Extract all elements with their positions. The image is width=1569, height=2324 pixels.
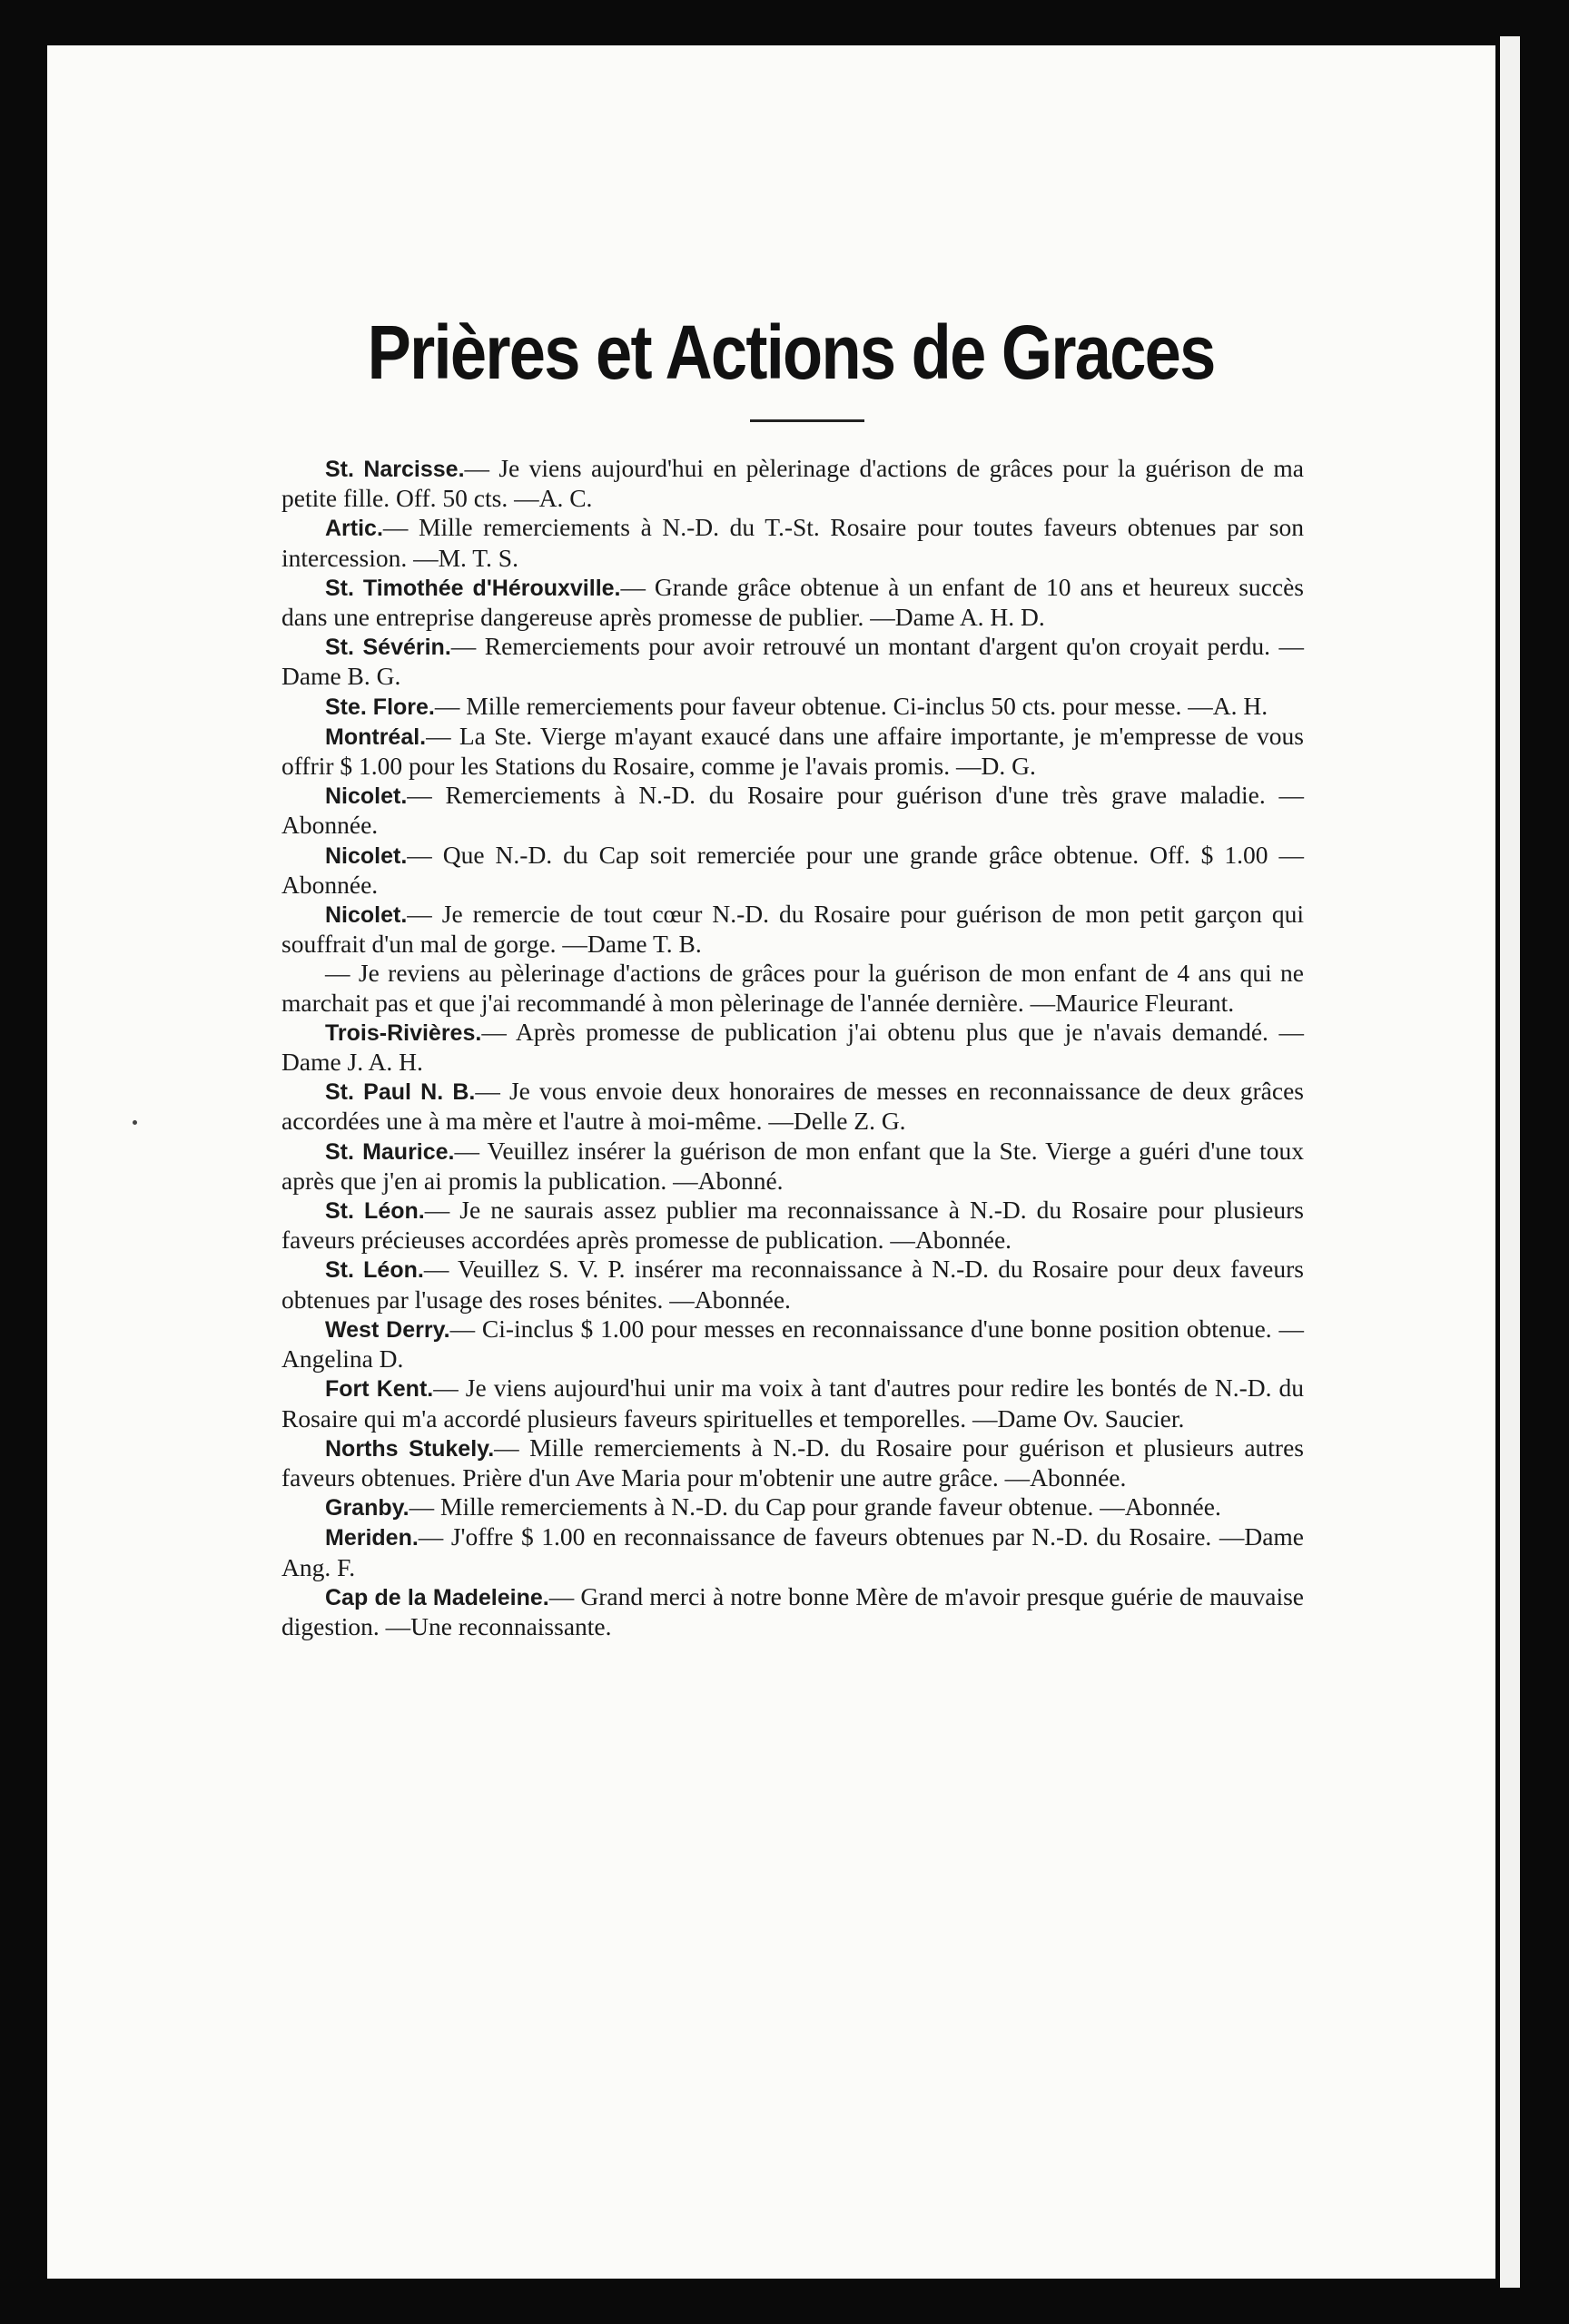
page-title: Prières et Actions de Graces bbox=[367, 310, 1215, 395]
entry-text: — Veuillez insérer la guérison de mon enfant que la Ste. Vierge a guéri d'une toux après que j'en ai promis la publication. —Abonné. bbox=[281, 1136, 1304, 1195]
entry-place: Artic. bbox=[325, 516, 383, 542]
entry-place: West Derry. bbox=[325, 1316, 450, 1343]
entry bbox=[281, 513, 1304, 572]
entry-place: Nicolet. bbox=[325, 783, 408, 810]
entry-text: — Je ne saurais assez publier ma reconnaissance à N.-D. du Rosaire pour plusieurs faveurs précieuses accordées après promesse de publication. —Abonnée. bbox=[281, 1196, 1305, 1255]
entry-text: — Je viens aujourd'hui unir ma voix à tant d'autres pour redire les bontés de N.-D. du Rosaire qui m'a accordé plusieurs faveurs spirituelles et temporelles. —Dame Ov. Saucier. bbox=[281, 1374, 1304, 1433]
entry-place: Nicolet. bbox=[325, 902, 408, 929]
entry bbox=[281, 1137, 1304, 1196]
entry-text: — Mille remerciements à N.-D. du Rosaire pour guérison et plusieurs autres faveurs obtenues. Prière d'un Ave Maria pour m'obtenir une autre grâce. —Abonnée. bbox=[281, 1433, 1304, 1492]
entry-text: — J'offre $ 1.00 en reconnaissance de faveurs obtenues par N.-D. du Rosaire. —Dame Ang. F. bbox=[281, 1522, 1304, 1581]
entry-text: — Mille remerciements pour faveur obtenue. Ci-inclus 50 cts. pour messe. —A. H. bbox=[434, 691, 1268, 720]
speck bbox=[133, 1120, 137, 1125]
entry bbox=[281, 841, 1304, 900]
entry-text: — Mille remerciements à N.-D. du Cap pour grande faveur obtenue. —Abonnée. bbox=[409, 1492, 1221, 1521]
entry-text: — Je remercie de tout cœur N.-D. du Rosaire pour guérison de mon petit garçon qui souffrait d'un mal de gorge. —Dame T. B. bbox=[281, 900, 1304, 959]
entry-text: — Que N.-D. du Cap soit remerciée pour une grande grâce obtenue. Off. $ 1.00 —Abonnée. bbox=[281, 840, 1304, 899]
entry-text: — Remerciements à N.-D. du Rosaire pour guérison d'une très grave maladie. —Abonnée. bbox=[281, 781, 1304, 840]
entry-text: — Je reviens au pèlerinage d'actions de grâces pour la guérison de mon enfant de 4 ans qui ne marchait pas et que j'ai recommandé à mon pèlerinage de l'année dernière. —Maurice Fleurant. bbox=[281, 959, 1304, 1017]
title-divider bbox=[750, 419, 864, 422]
entry-text: — Je viens aujourd'hui en pèlerinage d'actions de grâces pour la guérison de ma petite fille. Off. 50 cts. —A. C. bbox=[281, 454, 1304, 513]
entry-place: Ste. Flore. bbox=[325, 694, 435, 720]
entry-text: — Après promesse de publication j'ai obtenu plus que je n'avais demandé. —Dame J. A. H. bbox=[281, 1017, 1304, 1077]
entry-text: — Ci-inclus $ 1.00 pour messes en reconnaissance d'une bonne position obtenue. —Angelina D. bbox=[281, 1314, 1304, 1374]
entry-place: St. Sévérin. bbox=[325, 635, 451, 661]
entry-text: — Grande grâce obtenue à un enfant de 10 ans et heureux succès dans une entreprise dangereuse après promesse de publier. —Dame A. H. D. bbox=[281, 572, 1304, 632]
entry-place: Meriden. bbox=[325, 1525, 419, 1551]
entry-place: St. Timothée d'Hérouxville. bbox=[325, 575, 621, 601]
entry-place: Nicolet. bbox=[325, 842, 408, 869]
entry bbox=[281, 1522, 1304, 1581]
entries-list bbox=[281, 454, 1304, 1641]
entry-text: — Mille remerciements à N.-D. du T.-St. Rosaire pour toutes faveurs obtenues par son intercession. —M. T. S. bbox=[281, 513, 1304, 572]
entry bbox=[281, 1374, 1304, 1433]
entry-text: — La Ste. Vierge m'ayant exaucé dans une affaire importante, je m'empresse de vous offrir $ 1.00 pour les Stations du Rosaire, comme je l'avais promis. —D. G. bbox=[281, 721, 1304, 781]
entry bbox=[281, 1018, 1304, 1077]
entry-place: St. Léon. bbox=[325, 1257, 424, 1284]
entry-place: Fort Kent. bbox=[325, 1376, 434, 1403]
entry bbox=[281, 454, 1304, 513]
entry-place: Granby. bbox=[325, 1495, 410, 1521]
entry-place: St. Narcisse. bbox=[325, 457, 465, 482]
entry-place: St. Paul N. B. bbox=[325, 1079, 476, 1106]
adjacent-page-edge bbox=[1500, 36, 1520, 2288]
entry bbox=[281, 959, 1304, 1017]
entry bbox=[281, 900, 1304, 959]
entry bbox=[281, 1196, 1304, 1255]
entry-place: Montréal. bbox=[325, 724, 427, 750]
entry bbox=[281, 1077, 1304, 1136]
entry-text: — Remerciements pour avoir retrouvé un montant d'argent qu'on croyait perdu. —Dame B. G. bbox=[281, 632, 1304, 691]
entry bbox=[281, 692, 1304, 722]
entry bbox=[281, 573, 1304, 632]
entry bbox=[281, 1255, 1304, 1314]
entry bbox=[281, 781, 1304, 840]
entry-place: Norths Stukely. bbox=[325, 1435, 495, 1462]
entry-text: — Veuillez S. V. P. insérer ma reconnaissance à N.-D. du Rosaire pour deux faveurs obtenues par l'usage des roses bénites. —Abonnée. bbox=[281, 1255, 1304, 1314]
entry bbox=[281, 1582, 1304, 1641]
entry bbox=[281, 1315, 1304, 1374]
entry bbox=[281, 1433, 1304, 1492]
entry bbox=[281, 632, 1304, 691]
entry bbox=[281, 722, 1304, 781]
entry bbox=[281, 1492, 1304, 1522]
entry-place: St. Léon. bbox=[325, 1198, 425, 1225]
entry-place: Trois-Rivières. bbox=[325, 1019, 482, 1046]
entry-text: — Grand merci à notre bonne Mère de m'avoir presque guérie de mauvaise digestion. —Une reconnaissante. bbox=[281, 1581, 1304, 1640]
entry-text: — Je vous envoie deux honoraires de messes en reconnaissance de deux grâces accordées une à ma mère et l'autre à moi-même. —Delle Z. G. bbox=[281, 1077, 1304, 1136]
entry-place: St. Maurice. bbox=[325, 1138, 455, 1165]
entry-place: Cap de la Madeleine. bbox=[325, 1584, 549, 1610]
